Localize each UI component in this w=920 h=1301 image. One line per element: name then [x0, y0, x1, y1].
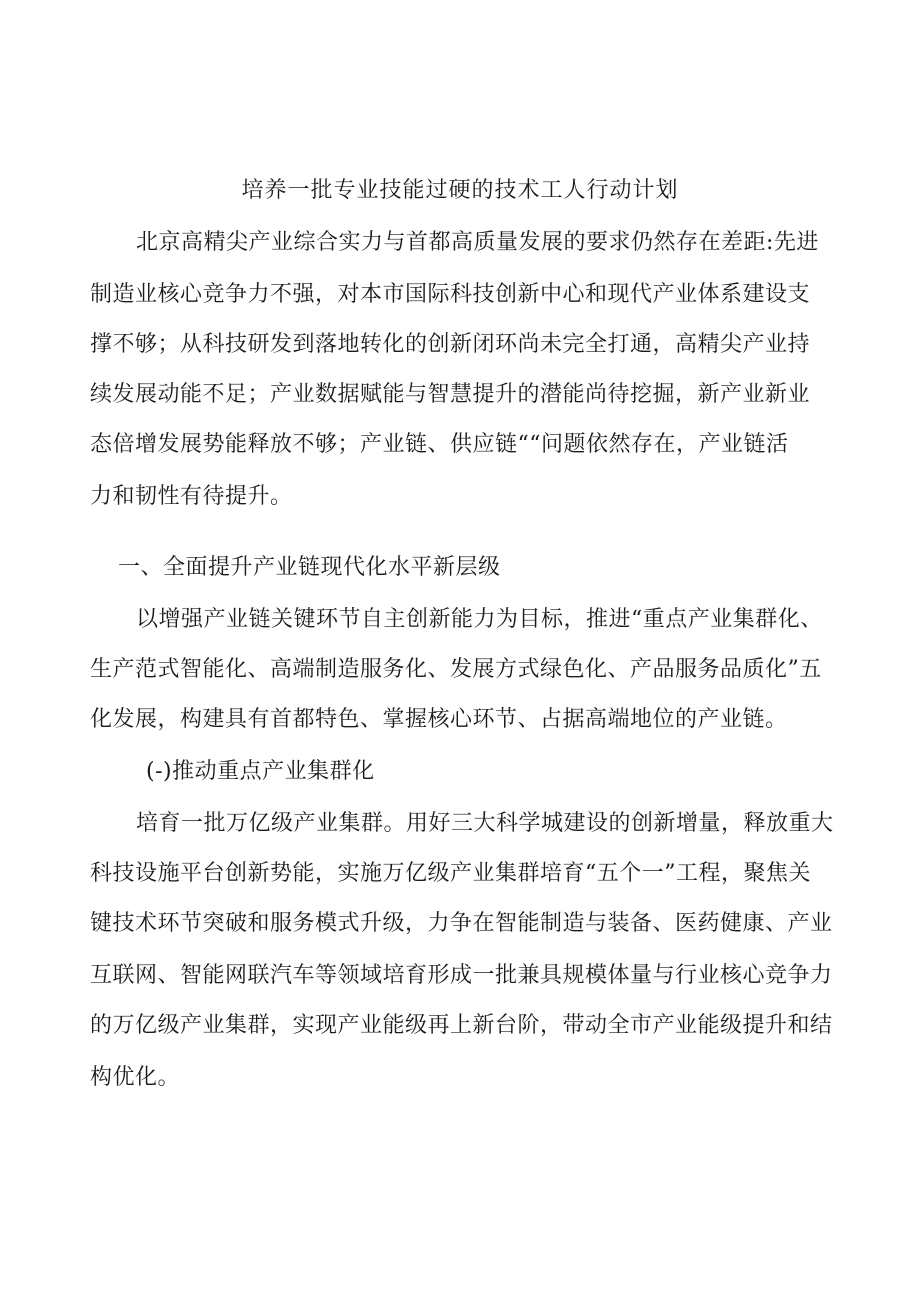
subsection-line-1: 培育一批万亿级产业集群。用好三大科学城建设的创新增量，释放重大: [136, 811, 834, 836]
intro-line-4: 续发展动能不足；产业数据赋能与智慧提升的潜能尚待挖掘，新产业新业: [90, 382, 811, 407]
subsection-heading: (-)推动重点产业集群化: [146, 759, 375, 784]
intro-line-2: 制造业核心竞争力不强，对本市国际科技创新中心和现代产业体系建设支: [90, 282, 811, 307]
section-line-1: 以增强产业链关键环节自主创新能力为目标，推进“重点产业集群化、: [136, 607, 823, 632]
section-heading: 一、全面提升产业链现代化水平新层级: [118, 555, 501, 580]
subsection-line-2: 科技设施平台创新势能，实施万亿级产业集群培育“五个一”工程，聚焦关: [90, 861, 811, 886]
subsection-line-3: 键技术环节突破和服务模式升级，力争在智能制造与装备、医药健康、产业: [90, 911, 833, 936]
subsection-line-5: 的万亿级产业集群，实现产业能级再上新台阶，带动全市产业能级提升和结: [90, 1013, 833, 1038]
intro-line-1: 北京高精尖产业综合实力与首都高质量发展的要求仍然存在差距:先进: [136, 230, 819, 255]
intro-line-5: 态倍增发展势能释放不够；产业链、供应链““问题依然存在，产业链活: [90, 432, 789, 457]
subsection-line-4: 互联网、智能网联汽车等领域培育形成一批兼具规模体量与行业核心竞争力: [90, 963, 833, 988]
document-title: 培养一批专业技能过硬的技术工人行动计划: [241, 178, 679, 203]
intro-line-3: 撑不够；从科技研发到落地转化的创新闭环尚未完全打通，高精尖产业持: [90, 332, 811, 357]
intro-line-6: 力和韧性有待提升。: [90, 484, 293, 509]
subsection-line-6: 构优化。: [90, 1065, 181, 1090]
section-line-2: 生产范式智能化、高端制造服务化、发展方式绿色化、产品服务品质化”五: [90, 657, 822, 682]
section-line-3: 化发展，构建具有首都特色、掌握核心环节、占据高端地位的产业链。: [90, 707, 788, 732]
